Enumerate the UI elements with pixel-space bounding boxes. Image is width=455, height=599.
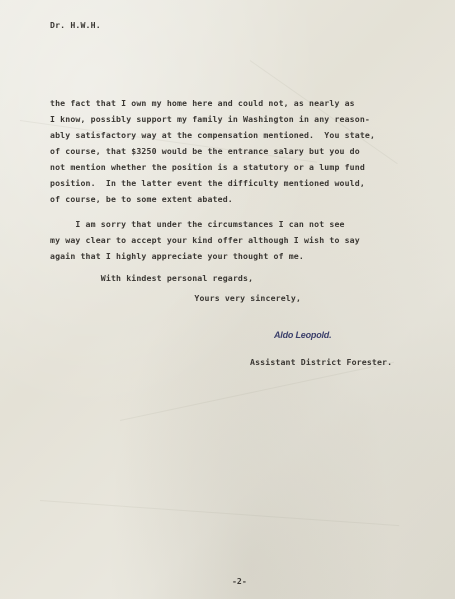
signature: Aldo Leopold.	[274, 330, 332, 340]
body-line: ably satisfactory way at the compensation mentioned. You state,	[50, 130, 376, 140]
addressee-header: Dr. H.W.H.	[50, 20, 101, 30]
body-line: again that I highly appreciate your thought of me.	[50, 251, 304, 261]
paper-wrinkle	[20, 120, 317, 163]
body-line: of course, be to some extent abated.	[50, 194, 233, 204]
page-number: -2-	[232, 576, 247, 586]
body-line: of course, that $3250 would be the entrance salary but you do	[50, 146, 360, 156]
closing-regards: With kindest personal regards,	[50, 273, 254, 283]
body-line: the fact that I own my home here and could not, as nearly as	[50, 98, 355, 108]
body-line: I am sorry that under the circumstances I can not see	[50, 219, 345, 229]
signer-title: Assistant District Forester.	[250, 357, 393, 367]
body-line: not mention whether the position is a statutory or a lump fund	[50, 162, 365, 172]
body-line: my way clear to accept your kind offer although I wish to say	[50, 235, 360, 245]
paper-wrinkle	[40, 500, 399, 526]
paper-wrinkle	[120, 362, 394, 421]
body-line: I know, possibly support my family in Washington in any reason-	[50, 114, 370, 124]
closing-salutation: Yours very sincerely,	[42, 293, 302, 303]
body-line: position. In the latter event the difficulty mentioned would,	[50, 178, 365, 188]
